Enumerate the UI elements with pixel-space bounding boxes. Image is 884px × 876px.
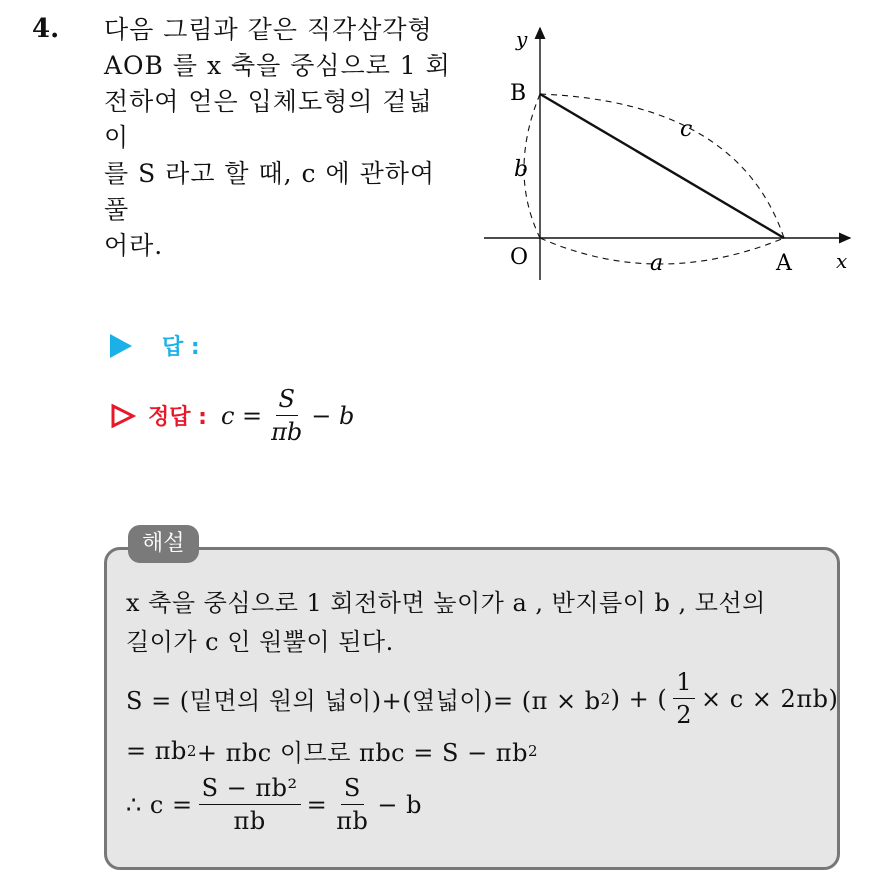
explanation-line-3 [126, 668, 839, 729]
correct-answer-label: 정답 : [148, 405, 207, 430]
explanation-tag: 해설 [128, 525, 199, 563]
outline-triangle-icon [110, 403, 136, 429]
fraction-denominator: πb [271, 418, 303, 446]
line5-num: S − πb² [199, 774, 301, 805]
formula-fraction [268, 385, 305, 446]
formula-lhs: c = [220, 401, 263, 430]
point-b-label: B [510, 81, 527, 106]
line3-right: × c × 2πb) [701, 684, 839, 713]
question-line: 다음 그림과 같은 직각삼각형 [104, 15, 433, 44]
line4-sup1: 2 [186, 741, 197, 760]
line3-left: S = (밑면의 원의 넓이)+(옆넓이)= (π × b [126, 687, 601, 715]
point-a-label: A [776, 251, 792, 276]
fraction-numerator: S [276, 385, 298, 416]
point-o-label: O [510, 245, 529, 270]
line4-a: = πb [126, 736, 187, 765]
line4-sup2: 2 [527, 741, 538, 760]
line5-fraction-2 [333, 774, 371, 835]
answer-formula [221, 385, 354, 446]
line5-eq: = [306, 790, 328, 819]
question-text [104, 12, 454, 264]
axis-x-label: x [836, 249, 848, 273]
line5-den: πb [233, 807, 266, 835]
explanation-line-2: 길이가 c 인 원뿔이 된다. [126, 628, 394, 656]
line3-frac-den: 2 [676, 701, 692, 729]
line5-a: ∴ c = [126, 790, 193, 819]
line3-frac-num: 1 [673, 668, 695, 699]
question-line: 어라. [104, 231, 164, 260]
answer-row [110, 330, 200, 361]
line5-num2: S [341, 774, 364, 805]
explanation-line-4 [126, 733, 826, 768]
line5-tail: − b [377, 790, 423, 819]
axis-y-label: y [516, 27, 528, 51]
question-line: 전하여 얻은 입체도형의 겉넓이 [104, 87, 433, 152]
line3-fraction [673, 668, 695, 729]
side-b-label: b [514, 157, 529, 182]
play-triangle-icon [110, 334, 132, 358]
side-a-label: a [650, 251, 664, 276]
correct-answer-row [110, 385, 354, 446]
line5-den2: πb [336, 807, 369, 835]
explanation-line-5 [126, 774, 826, 835]
question-line: 를 S 라고 할 때, c 에 관하여 풀 [104, 159, 436, 224]
line4-b: + πbc 이므로 πbc = S − πb [196, 739, 528, 767]
line5-fraction-1 [199, 774, 301, 835]
explanation-line-1: x 축을 중심으로 1 회전하면 높이가 a , 반지름이 b , 모선의 [126, 589, 766, 617]
side-c-label: c [680, 117, 693, 142]
question-number: 4. [32, 14, 60, 44]
answer-label: 답 : [162, 335, 200, 360]
question-line: AOB 를 x 축을 중심으로 1 회 [104, 51, 451, 80]
line3-sup: 2 [600, 689, 611, 708]
line3-mid: ) + ( [610, 684, 668, 713]
formula-rhs: − b [311, 401, 355, 430]
triangle-figure [478, 22, 858, 302]
